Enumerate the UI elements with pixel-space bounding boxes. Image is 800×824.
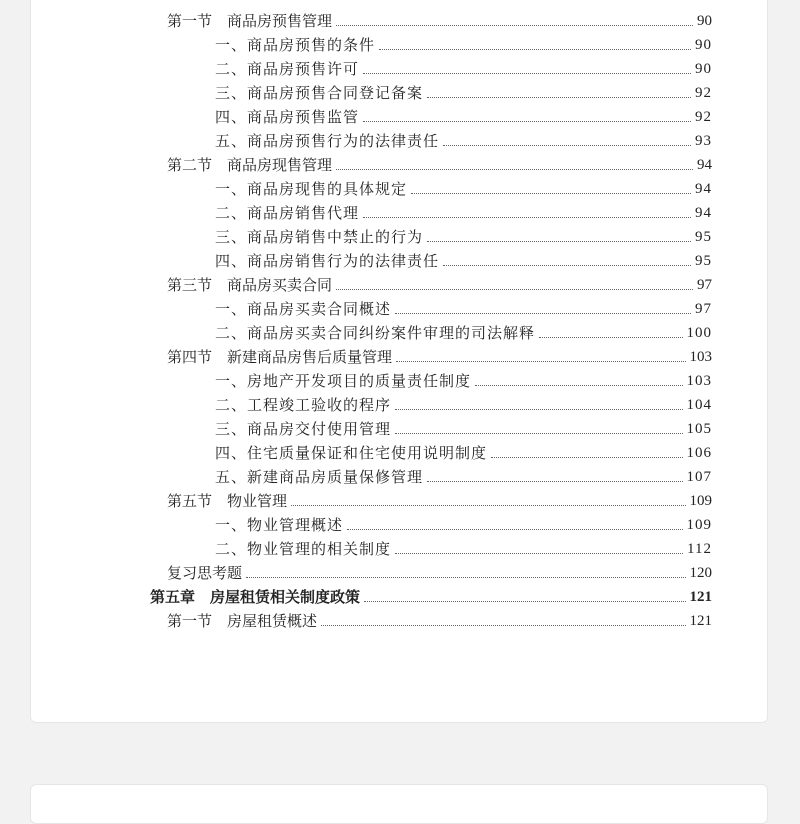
next-page bbox=[30, 784, 768, 824]
toc-entry-title: 四、商品房销售行为的法律责任 bbox=[215, 252, 440, 270]
dot-leader bbox=[336, 169, 693, 170]
dot-leader bbox=[491, 457, 682, 458]
toc-entry[interactable] bbox=[215, 177, 712, 201]
toc-entry-title: 二、商品房销售代理 bbox=[215, 204, 360, 222]
toc-entry[interactable] bbox=[215, 201, 712, 225]
dot-leader bbox=[363, 73, 691, 74]
toc-entry[interactable] bbox=[167, 153, 712, 177]
toc-entry[interactable] bbox=[215, 369, 712, 393]
toc-entry-title: 第五节 物业管理 bbox=[167, 492, 288, 510]
toc-entry[interactable] bbox=[215, 33, 712, 57]
toc-entry-title: 二、商品房预售许可 bbox=[215, 60, 360, 78]
toc-entry[interactable] bbox=[167, 345, 712, 369]
toc-entry-page-number: 92 bbox=[695, 109, 712, 125]
toc-entry-page-number: 97 bbox=[695, 301, 712, 317]
toc-entry[interactable] bbox=[215, 249, 712, 273]
toc-entry[interactable] bbox=[167, 489, 712, 513]
toc-entry[interactable] bbox=[215, 513, 712, 537]
toc-entry-title: 第二节 商品房现售管理 bbox=[167, 156, 333, 174]
toc-entry[interactable] bbox=[215, 105, 712, 129]
toc-entry-title: 复习思考题 bbox=[167, 564, 243, 582]
dot-leader bbox=[427, 241, 691, 242]
toc-page bbox=[30, 0, 768, 723]
toc-entry-page-number: 94 bbox=[695, 181, 712, 197]
toc-entry-title: 五、新建商品房质量保修管理 bbox=[215, 468, 424, 486]
toc-entry[interactable] bbox=[215, 297, 712, 321]
dot-leader bbox=[364, 601, 685, 602]
toc-entry-title: 三、商品房销售中禁止的行为 bbox=[215, 228, 424, 246]
toc-entry-page-number: 95 bbox=[695, 253, 712, 269]
toc-entry-page-number: 100 bbox=[686, 325, 712, 341]
dot-leader bbox=[395, 313, 691, 314]
toc-entry[interactable] bbox=[215, 441, 712, 465]
toc-entry-page-number: 121 bbox=[689, 589, 712, 605]
toc-entry-page-number: 104 bbox=[686, 397, 712, 413]
dot-leader bbox=[379, 49, 691, 50]
toc-entry-page-number: 112 bbox=[687, 541, 712, 557]
toc-entry-page-number: 94 bbox=[695, 205, 712, 221]
dot-leader bbox=[427, 481, 682, 482]
toc-entry-title: 一、商品房预售的条件 bbox=[215, 36, 376, 54]
toc-entry[interactable] bbox=[215, 465, 712, 489]
dot-leader bbox=[291, 505, 685, 506]
toc-entry-page-number: 106 bbox=[686, 445, 712, 461]
toc-entry-page-number: 90 bbox=[695, 61, 712, 77]
dot-leader bbox=[363, 121, 691, 122]
dot-leader bbox=[427, 97, 691, 98]
toc-entry-title: 一、商品房买卖合同概述 bbox=[215, 300, 392, 318]
toc-entry[interactable] bbox=[215, 129, 712, 153]
toc-entry[interactable] bbox=[215, 57, 712, 81]
dot-leader bbox=[395, 433, 682, 434]
dot-leader bbox=[336, 25, 693, 26]
toc-entry-title: 第四节 新建商品房售后质量管理 bbox=[167, 348, 393, 366]
dot-leader bbox=[396, 361, 685, 362]
toc-entry-page-number: 105 bbox=[686, 421, 712, 437]
toc-entry-title: 第一节 房屋租赁概述 bbox=[167, 612, 318, 630]
toc-entry[interactable] bbox=[215, 393, 712, 417]
toc-entry-page-number: 97 bbox=[697, 277, 712, 293]
toc-entry[interactable] bbox=[167, 9, 712, 33]
toc-entry-title: 第三节 商品房买卖合同 bbox=[167, 276, 333, 294]
toc-entry-title: 二、工程竣工验收的程序 bbox=[215, 396, 392, 414]
toc-entry-page-number: 94 bbox=[697, 157, 712, 173]
toc-entry-title: 第五章 房屋租赁相关制度政策 bbox=[150, 588, 361, 606]
dot-leader bbox=[246, 577, 685, 578]
dot-leader bbox=[395, 409, 682, 410]
toc-entry-title: 一、商品房现售的具体规定 bbox=[215, 180, 408, 198]
toc-entry-page-number: 93 bbox=[695, 133, 712, 149]
toc-entry-title: 二、物业管理的相关制度 bbox=[215, 540, 392, 558]
toc-entry-page-number: 109 bbox=[689, 493, 712, 509]
toc-entry-title: 四、住宅质量保证和住宅使用说明制度 bbox=[215, 444, 488, 462]
toc-entry[interactable] bbox=[167, 273, 712, 297]
dot-leader bbox=[336, 289, 693, 290]
dot-leader bbox=[321, 625, 685, 626]
dot-leader bbox=[347, 529, 682, 530]
toc-entry-page-number: 121 bbox=[689, 613, 712, 629]
toc-entry[interactable] bbox=[150, 585, 712, 609]
toc-entry-title: 第一节 商品房预售管理 bbox=[167, 12, 333, 30]
toc-entry-page-number: 90 bbox=[697, 13, 712, 29]
toc-entry-page-number: 95 bbox=[695, 229, 712, 245]
toc-entry-title: 一、房地产开发项目的质量责任制度 bbox=[215, 372, 472, 390]
toc-entry-title: 一、物业管理概述 bbox=[215, 516, 344, 534]
dot-leader bbox=[363, 217, 691, 218]
toc-entry[interactable] bbox=[215, 321, 712, 345]
toc-entry-page-number: 103 bbox=[686, 373, 712, 389]
dot-leader bbox=[411, 193, 691, 194]
toc-entry[interactable] bbox=[167, 561, 712, 585]
dot-leader bbox=[539, 337, 682, 338]
toc-entry-page-number: 90 bbox=[695, 37, 712, 53]
toc-entry-page-number: 92 bbox=[695, 85, 712, 101]
toc-entry-page-number: 107 bbox=[686, 469, 712, 485]
toc-entry[interactable] bbox=[215, 417, 712, 441]
dot-leader bbox=[395, 553, 683, 554]
toc-entry-title: 五、商品房预售行为的法律责任 bbox=[215, 132, 440, 150]
toc-entry[interactable] bbox=[167, 609, 712, 633]
toc-entry-title: 三、商品房交付使用管理 bbox=[215, 420, 392, 438]
toc-entry[interactable] bbox=[215, 81, 712, 105]
toc-entry-page-number: 109 bbox=[686, 517, 712, 533]
dot-leader bbox=[475, 385, 682, 386]
toc-entry-title: 四、商品房预售监管 bbox=[215, 108, 360, 126]
toc-entry[interactable] bbox=[215, 225, 712, 249]
dot-leader bbox=[443, 265, 691, 266]
toc-entry-page-number: 120 bbox=[689, 565, 712, 581]
dot-leader bbox=[443, 145, 691, 146]
toc-entry[interactable] bbox=[215, 537, 712, 561]
toc-entry-title: 二、商品房买卖合同纠纷案件审理的司法解释 bbox=[215, 324, 536, 342]
toc-entry-title: 三、商品房预售合同登记备案 bbox=[215, 84, 424, 102]
toc-entry-page-number: 103 bbox=[689, 349, 712, 365]
